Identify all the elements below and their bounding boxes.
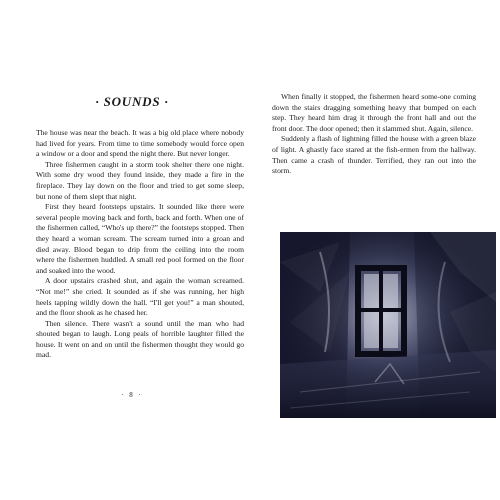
left-page-text — [36, 128, 244, 361]
paragraph: A door upstairs crashed shut, and again the woman screamed. “Not me!” she cried. It sounded as if she was running, her high heels tapping wildly down the hall. “I'll get you!” a man shouted, and the floor shook as he chased her. — [36, 276, 244, 318]
paragraph: Three fishermen caught in a storm took shelter there one night. With some dry wood they found inside, they made a fire in the fireplace. They lay down on the floor and tried to get some sleep, but none of them slept that night. — [36, 159, 244, 201]
haunted-window-illustration — [280, 232, 496, 418]
paragraph: Then silence. There wasn't a sound until the man who had shouted began to laugh. Long peals of horrible laughter filled the house. It went on and on until the fishermen thought they would go mad. — [36, 318, 244, 360]
page-number: · 8 · — [121, 391, 143, 399]
chapter-title: · SOUNDS · — [95, 94, 169, 109]
right-page — [260, 68, 476, 418]
left-page — [24, 68, 244, 418]
paragraph: When finally it stopped, the fishermen heard some-one coming down the stairs dragging something heavy that bumped on each step. They heard him drag it through the front hall and out the front door. The door opened; then it slammed shut. Again, silence. — [272, 92, 476, 133]
paragraph: The house was near the beach. It was a big old place where nobody had lived for years. From time to time somebody would force open a window or a door and spend the night there. But never longer. — [36, 128, 244, 159]
paragraph: First they heard footsteps upstairs. It sounded like there were several people moving back and forth, back and forth. When one of the fishermen called, “Who's up there?” the footsteps stopped. Then they heard a woman scream. The scream turned into a groan and died away. Blood began to drip from the ceiling into the room where the fishermen huddled. A small red pool formed on the floor and soaked into the wood. — [36, 202, 244, 275]
right-page-text — [272, 92, 476, 177]
book-spread — [24, 68, 476, 418]
paragraph: Suddenly a flash of lightning filled the house with a green blaze of light. A ghastly face stared at the fish-ermen from the hallway. Then came a crash of thunder. Terrified, they ran out into the storm. — [272, 134, 476, 176]
